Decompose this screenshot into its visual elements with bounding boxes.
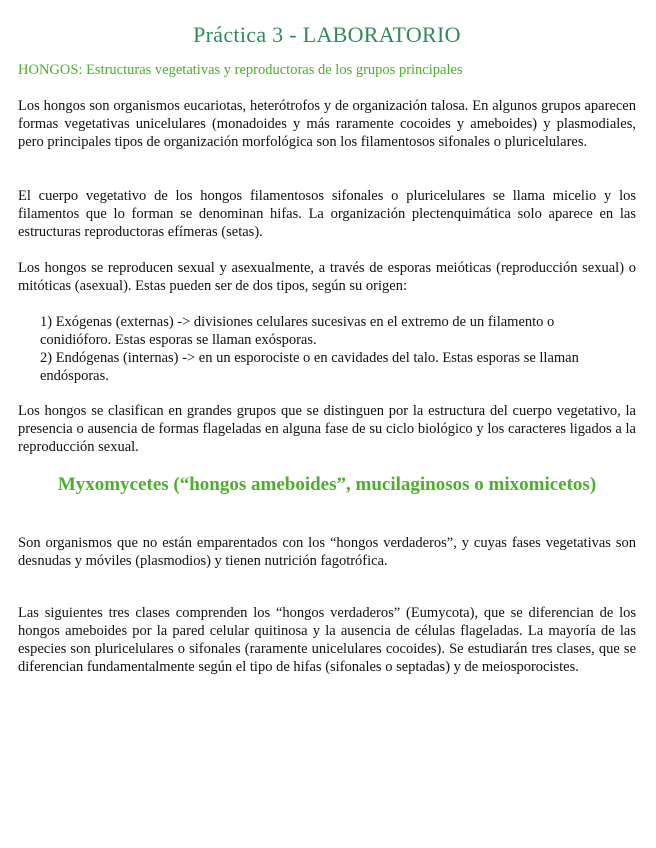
- paragraph-vegetative-body: El cuerpo vegetativo de los hongos filamentosos sifonales o pluricelulares se llama micelio y los filamentos que lo forman se denominan hifas. La organización plectenquimática solo aparece en las estructuras reproductoras efímeras (setas).: [18, 188, 636, 240]
- list-item-endogenous: 2) Endógenas (internas) -> en un esporociste o en cavidades del talo. Estas esporas se llaman endósporas.: [40, 350, 579, 384]
- paragraph-intro: Los hongos son organismos eucariotas, heterótrofos y de organización talosa. En algunos grupos aparecen formas vegetativas unicelulares (monadoides y más raramente cocoides y ameboides) y plasmodiales, pero principales tipos de organización morfológica son los filamentosos sifonales o pluricelulares.: [18, 98, 636, 150]
- paragraph-classification: Los hongos se clasifican en grandes grupos que se distinguen por la estructura del cuerpo vegetativo, la presencia o ausencia de formas flageladas en alguna fase de su ciclo biológico y los caracteres ligados a la reproducción sexual.: [18, 403, 636, 455]
- page-title: Práctica 3 - LABORATORIO: [193, 22, 461, 47]
- page-subtitle: HONGOS: Estructuras vegetativas y reproductoras de los grupos principales: [18, 62, 463, 78]
- paragraph-reproduction: Los hongos se reproducen sexual y asexualmente, a través de esporas meióticas (reproducción sexual) o mitóticas (asexual). Estas pueden ser de dos tipos, según su origen:: [18, 260, 636, 294]
- section-heading-myxomycetes: Myxomycetes (“hongos ameboides”, mucilaginosos o mixomicetos): [57, 474, 597, 495]
- paragraph-myxomycetes: Son organismos que no están emparentados con los “hongos verdaderos”, y cuyas fases vegetativas son desnudas y móviles (plasmodios) y tienen nutrición fagotrófica.: [18, 535, 636, 569]
- list-item-exogenous: 1) Exógenas (externas) -> divisiones celulares sucesivas en el extremo de un filamento o conidióforo. Estas esporas se llaman exósporas.: [40, 314, 555, 348]
- paragraph-eumycota: Las siguientes tres clases comprenden los “hongos verdaderos” (Eumycota), que se diferencian de los hongos ameboides por la pared celular quitinosa y la ausencia de células flageladas. La mayoría de las especies son pluricelulares o sifonales (raramente unicelulares cocoides). Se estudiarán tres clases, que se diferencian fundamentalmente según el tipo de hifas (sifonales o septadas) y de meiosporocistes.: [18, 605, 636, 675]
